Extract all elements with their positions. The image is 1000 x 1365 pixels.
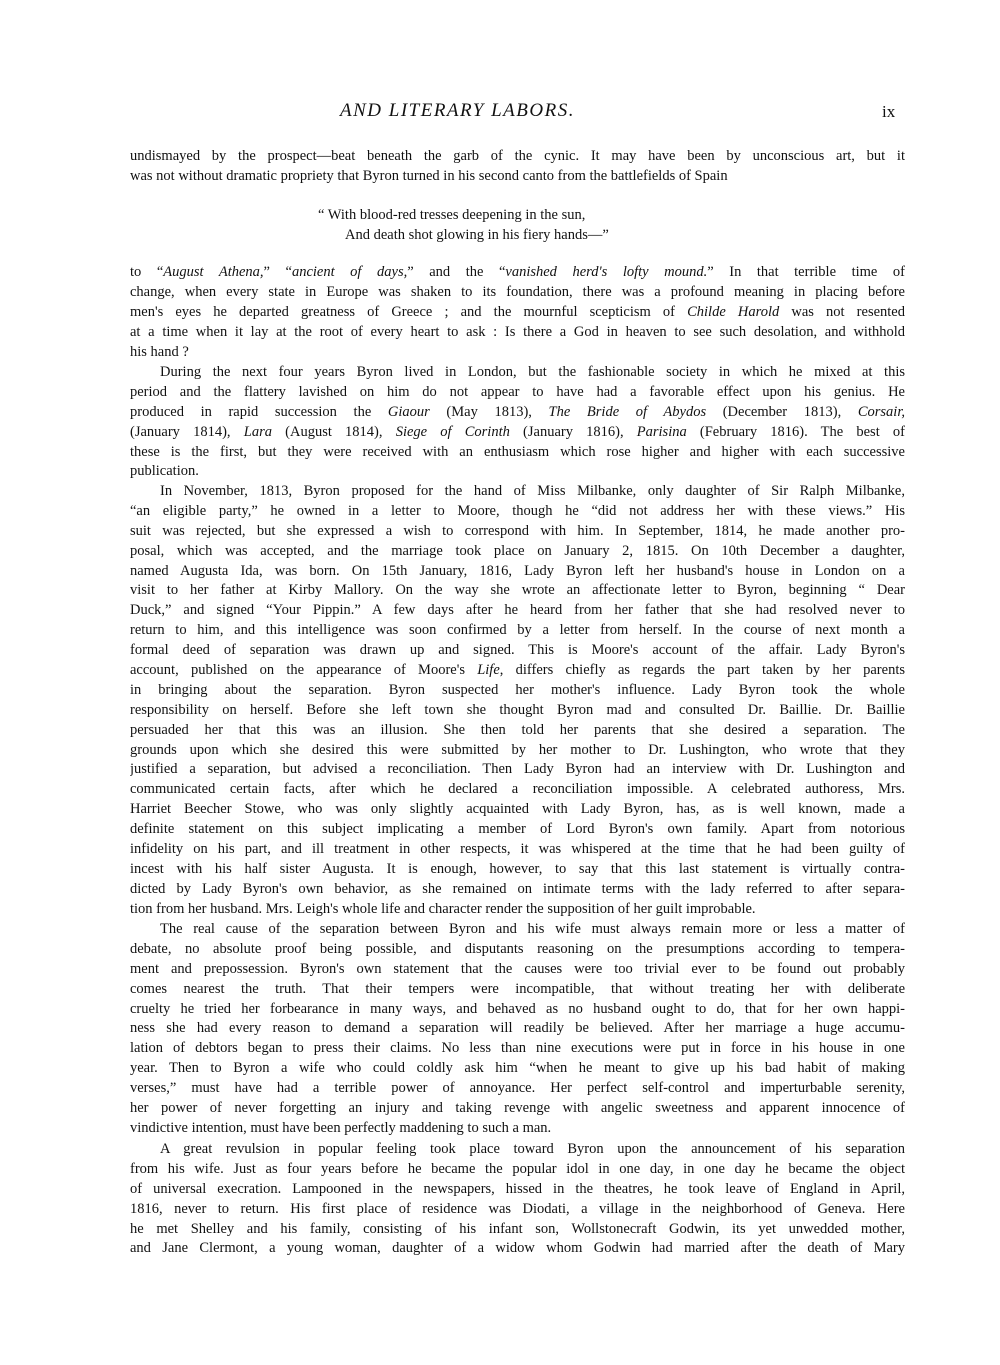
italic-title: Life: [477, 662, 500, 679]
text-segment: A great revulsion in popular feeling took place toward Byron upon the announcement of his separation: [160, 1141, 905, 1157]
text-line: [130, 502, 905, 522]
text-line: [130, 621, 905, 641]
text-line: [130, 721, 905, 741]
text-segment: return to him, and this intelligence was soon confirmed by a letter from herself. In the course of next month a: [130, 622, 905, 639]
text-segment: of universal execration. Lampooned in the newspapers, hissed in the theatres, he took leave of England in April,: [130, 1180, 905, 1197]
text-line: [130, 147, 905, 167]
paragraph-6: [130, 1140, 905, 1259]
text-line: [130, 800, 905, 820]
verse-line: “ With blood-red tresses deepening in the sun,: [318, 207, 586, 223]
text-line: [130, 681, 905, 701]
text-segment: ness she had every reason to demand a separation will readily be believed. After her marriage a huge accumu-: [130, 1020, 905, 1037]
text-segment: visit to her father at Kirby Mallory. On the way she wrote an affectionate letter to Byron, beginning “ Dear: [130, 582, 905, 599]
text-line: [130, 780, 905, 800]
italic-title: vanished herd's lofty mound.: [505, 264, 708, 280]
text-segment: (February 1816). The best of: [686, 423, 905, 440]
text-line: [130, 482, 905, 502]
paragraph-5: [130, 920, 905, 1139]
italic-title: August Athena,: [163, 264, 264, 280]
text-segment: (December 1813),: [706, 403, 858, 420]
text-segment: vindictive intention, must have been perfectly maddening to such a man.: [130, 1119, 552, 1136]
text-segment: In November, 1813, Byron proposed for the hand of Miss Milbanke, only daughter of Sir Ralph Milbanke,: [160, 483, 905, 499]
text-line: [130, 303, 905, 323]
text-line: [130, 860, 905, 880]
italic-title: Giaour: [387, 403, 430, 420]
text-line: [130, 760, 905, 780]
text-line: [130, 423, 905, 443]
running-title: AND LITERARY LABORS.: [340, 100, 575, 121]
text-line: [130, 1099, 905, 1119]
text-line: [130, 1079, 905, 1099]
text-line: [130, 1119, 905, 1139]
text-line: [130, 363, 905, 383]
text-line: [130, 601, 905, 621]
text-line: [130, 1059, 905, 1079]
text-segment: debate, no absolute proof being possible, and disputants reasoning on the presumptions according to tempera-: [130, 940, 905, 957]
text-line: [130, 900, 905, 920]
italic-title: Parisina: [636, 423, 687, 440]
text-line: [130, 383, 905, 403]
text-line: [130, 741, 905, 761]
text-line: [130, 1180, 905, 1200]
text-segment: ” “: [263, 264, 292, 280]
text-segment: formal deed of separation was drawn up and signed. This is Moore's account of the affair. Lady Byron's: [130, 642, 905, 659]
text-line: [130, 1200, 905, 1220]
text-segment: to “: [130, 264, 164, 280]
text-line: [130, 323, 905, 343]
text-line: [130, 562, 905, 582]
text-segment: cruelty he tried her forbearance in many ways, and behaved as no husband ought to do, that for her own happi-: [130, 1000, 905, 1017]
text-segment: year. Then to Byron a wife who could coldly ask him “when he meant to give up his bad habit of making: [130, 1060, 905, 1077]
paragraph-3: [130, 363, 905, 482]
text-segment: (August 1814),: [271, 423, 396, 440]
text-line: [130, 980, 905, 1000]
text-line: [130, 940, 905, 960]
paragraph-4: [130, 482, 905, 920]
text-segment: and Jane Clermont, a young woman, daughter of a widow whom Godwin had married after the death of Mary: [130, 1240, 905, 1257]
text-segment: period and the flattery lavished on him do not appear to have had a favorable effect upon his genius. He: [130, 383, 905, 400]
text-segment: publication.: [130, 463, 199, 480]
text-segment: During the next four years Byron lived in London, but the fashionable society in which he mixed at this: [160, 364, 905, 380]
text-line: [130, 462, 905, 482]
text-segment: his hand ?: [130, 343, 189, 360]
text-segment: ment and prepossession. Byron's own statement that the causes were too trivial ever to be found out probably: [130, 960, 905, 977]
text-segment: infidelity on his part, and ill treatment in other respects, it was whispered at the time that he had been guilty of: [130, 841, 905, 858]
text-segment: justified a separation, but advised a reconciliation. Then Lady Byron had an interview with Dr. Lushington and: [130, 761, 905, 778]
text-segment: responsibility on herself. Before she left town she thought Byron mad and consulted Dr. Baillie. Dr. Baillie: [130, 701, 905, 718]
text-segment: ” and the “: [407, 264, 506, 280]
text-line: [130, 661, 905, 681]
text-segment: incest with his half sister Augusta. It is enough, however, to say that this last statement is virtually contra-: [130, 860, 905, 877]
text-segment: change, when every state in Europe was shaken to its foundation, there was a profound meaning in placing before: [130, 283, 905, 300]
text-segment: at a time when it lay at the root of every heart to ask : Is there a God in heaven to see such desolation, and withhold: [130, 323, 905, 340]
text-line: [130, 1239, 905, 1259]
text-line: [130, 641, 905, 661]
text-segment: (January 1816),: [509, 423, 637, 440]
text-segment: produced in rapid succession the: [130, 403, 388, 420]
text-segment: communicated certain facts, after which he declared a reconciliation impossible. A celebrated authoress, Mrs.: [130, 781, 905, 798]
text-segment: persuaded her that this was an illusion. She then told her parents that she desired a separation. The: [130, 721, 905, 738]
text-segment: verses,” must have had a terrible power of annoyance. Her perfect self-control and imperturbable serenity,: [130, 1080, 905, 1097]
text-line: [130, 522, 905, 542]
text-segment: 1816, never to return. His first place of residence was Diodati, a village in the neighborhood of Geneva. Here: [130, 1200, 905, 1217]
paragraph-1: [130, 147, 905, 187]
page-number: ix: [882, 102, 896, 121]
text-segment: ” In that terrible time of: [707, 264, 905, 280]
text-line: [130, 840, 905, 860]
text-segment: (January 1814),: [130, 423, 244, 440]
text-segment: “an eligible party,” he owned in a letter to Moore, though he “did not address her with these views.” His: [130, 502, 905, 519]
text-line: [130, 1019, 905, 1039]
text-line: [130, 1220, 905, 1240]
text-line: [130, 283, 905, 303]
text-segment: from his wife. Just as four years before he became the popular idol in one day, in one day he became the object: [130, 1160, 905, 1177]
text-segment: grounds upon which she desired this were submitted by her mother to Dr. Lushington, who wrote that they: [130, 741, 905, 758]
text-line: [130, 542, 905, 562]
italic-title: Siege of Corinth: [395, 423, 510, 440]
text-segment: men's eyes he departed greatness of Greece ; and the mournful scepticism of: [130, 303, 688, 320]
italic-title: ancient of days,: [291, 264, 408, 280]
text-line: [130, 343, 905, 363]
text-segment: suit was rejected, but she expressed a wish to correspond with him. In September, 1814, he made another pro-: [130, 522, 905, 539]
page-header: [0, 100, 1000, 126]
text-line: [130, 820, 905, 840]
text-segment: posal, which was accepted, and the marriage took place on January 2, 1815. On 10th December a daughter,: [130, 542, 905, 559]
verse-line: And death shot glowing in his fiery hands—”: [345, 226, 609, 243]
text-line: [130, 701, 905, 721]
text-segment: named Augusta Ida, was born. On 15th January, 1816, Lady Byron left her husband's house in London on a: [130, 562, 905, 579]
text-segment: in bringing about the separation. Byron suspected her mother's influence. Lady Byron took the whole: [130, 681, 905, 698]
text-segment: undismayed by the prospect—beat beneath the garb of the cynic. It may have been by unconscious art, but it: [130, 148, 905, 164]
text-segment: , differs chiefly as regards the part taken by her parents: [499, 662, 905, 679]
text-segment: Duck,” and signed “Your Pippin.” A few days after he heard from her father that she had resolved never to: [130, 602, 905, 619]
text-line: [130, 1140, 905, 1160]
italic-title: Corsair,: [857, 403, 905, 420]
text-line: [130, 581, 905, 601]
text-segment: was not resented: [779, 303, 905, 320]
text-line: [130, 960, 905, 980]
text-segment: comes nearest the truth. That their tempers were incompatible, that without treating her with deliberate: [130, 980, 905, 997]
text-line: [130, 403, 905, 423]
italic-title: The Bride of Abydos: [548, 403, 707, 420]
text-line: [130, 1000, 905, 1020]
verse-quote: [318, 206, 609, 246]
text-line: [130, 1039, 905, 1059]
text-line: [130, 167, 905, 187]
text-segment: dicted by Lady Byron's own behavior, as she remained on intimate terms with the lady referred to after separa-: [130, 880, 905, 897]
text-line: [130, 880, 905, 900]
text-segment: Harriet Beecher Stowe, who was only slightly acquainted with Lady Byron, has, as is well known, made a: [130, 801, 905, 818]
text-segment: tion from her husband. Mrs. Leigh's whole life and character render the supposition of her guilt improbable.: [130, 900, 756, 917]
text-segment: definite statement on this subject implicating a member of Lord Byron's own family. Apart from notorious: [130, 821, 905, 838]
text-segment: account, published on the appearance of Moore's: [130, 662, 478, 679]
text-line: [130, 443, 905, 463]
text-segment: these is the first, but they were received with an enthusiasm which rose higher and higher with each successive: [130, 443, 905, 460]
text-line: [130, 1160, 905, 1180]
italic-title: Lara: [243, 423, 272, 440]
text-segment: (May 1813),: [429, 403, 549, 420]
text-segment: The real cause of the separation between Byron and his wife must always remain more or less a matter of: [160, 921, 905, 937]
text-segment: he met Shelley and his family, consisting of his infant son, Wollstonecraft Godwin, its yet unwedded mother,: [130, 1220, 905, 1237]
text-segment: lation of debtors began to press their claims. No less than nine executions were put in force in his house in one: [130, 1040, 905, 1057]
text-line: [130, 263, 905, 283]
text-segment: her power of never forgetting an injury and taking revenge with angelic sweetness and apparent innocence of: [130, 1100, 905, 1117]
text-line: [130, 920, 905, 940]
italic-title: Childe Harold: [687, 303, 780, 320]
paragraph-2: [130, 263, 905, 362]
text-segment: was not without dramatic propriety that Byron turned in his second canto from the battlefields of Spain: [130, 167, 728, 184]
